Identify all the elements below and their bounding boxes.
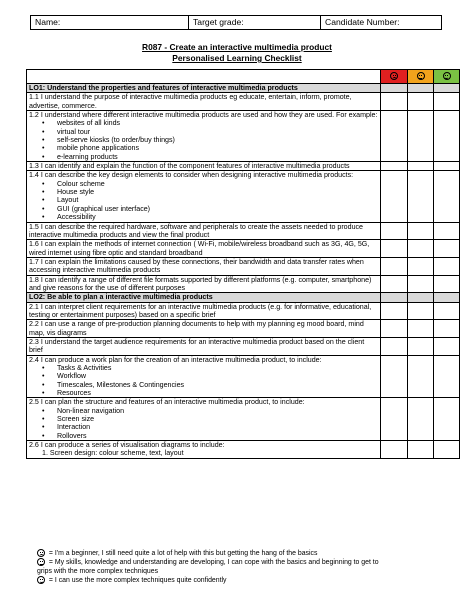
list-item: • virtual tour	[29, 128, 378, 136]
rag-cell-amber[interactable]	[408, 111, 434, 162]
table-row	[27, 162, 460, 171]
rag-cell-green[interactable]	[434, 355, 460, 398]
list-item: • self-serve kiosks (to order/buy things)	[29, 136, 378, 144]
rag-cell-red[interactable]	[381, 240, 408, 258]
list-item: • Workflow	[29, 372, 378, 380]
rag-cell-red[interactable]	[381, 320, 408, 338]
rag-cell-amber[interactable]	[408, 93, 434, 111]
criterion-1-2	[27, 111, 381, 162]
checklist-table	[26, 69, 460, 459]
list-item: • Non-linear navigation	[29, 407, 378, 415]
table-row	[27, 93, 460, 111]
criterion-2-4	[27, 355, 381, 398]
rag-key	[37, 549, 457, 586]
criterion-2-6-text: 2.6 I can produce a series of visualisation diagrams to include:	[29, 441, 225, 450]
criterion-2-1: 2.1 I can interpret client requirements for an interactive multimedia products (e.g. for informative, educational, testing or entertainment purposes) based on a specific brief	[27, 302, 381, 320]
green-column-header	[434, 70, 460, 84]
criterion-2-3: 2.3 I understand the target audience requirements for an interactive multimedia product based on the client brief	[27, 337, 381, 355]
rag-cell-green[interactable]	[434, 441, 460, 459]
student-info-header	[30, 15, 442, 30]
criterion-1-6: 1.6 I can explain the methods of internet connection ( Wi-Fi, mobile/wireless broadband such as 3G, 4G, 5G, wired internet using fibre optic and standard broadband	[27, 240, 381, 258]
list-item: • Screen size	[29, 415, 378, 423]
rag-cell-green[interactable]	[434, 275, 460, 293]
rag-cell-amber[interactable]	[408, 302, 434, 320]
rag-cell-amber[interactable]	[408, 240, 434, 258]
rag-cell-amber[interactable]	[408, 171, 434, 222]
table-row	[27, 111, 460, 162]
rag-cell-red[interactable]	[381, 222, 408, 240]
list-item: • Timescales, Milestones & Contingencies	[29, 381, 378, 389]
criterion-1-2-text: 1.2 I understand where different interactive multimedia products are used and how they are used. For example:	[29, 111, 378, 120]
criterion-2-6-list	[29, 449, 378, 457]
key-amber	[37, 558, 457, 567]
smiling-face-icon	[37, 576, 45, 584]
key-green	[37, 576, 457, 585]
list-item: • Layout	[29, 196, 378, 204]
list-item: • House style	[29, 188, 378, 196]
rag-cell-amber[interactable]	[408, 162, 434, 171]
criterion-1-2-list	[29, 119, 378, 161]
criterion-1-1: 1.1 I understand the purpose of interactive multimedia products eg educate, entertain, inform, promote, advertise, commerce.	[27, 93, 381, 111]
rag-cell-green[interactable]	[434, 111, 460, 162]
criterion-2-4-list	[29, 364, 378, 397]
table-row	[27, 302, 460, 320]
rag-cell-amber[interactable]	[408, 320, 434, 338]
rag-cell-red[interactable]	[381, 275, 408, 293]
rag-cell-amber[interactable]	[408, 355, 434, 398]
rag-header-row	[27, 70, 460, 84]
criterion-1-4	[27, 171, 381, 222]
list-item: • mobile phone applications	[29, 144, 378, 152]
list-item: • Tasks & Activities	[29, 364, 378, 372]
rag-cell-green[interactable]	[434, 222, 460, 240]
target-grade-field[interactable]: Target grade:	[189, 16, 321, 29]
table-row	[27, 240, 460, 258]
table-row	[27, 337, 460, 355]
criterion-1-8: 1.8 I can identify a range of different file formats supported by different platforms (e.g. computer, smartphone) and give reasons for the use of different purposes	[27, 275, 381, 293]
rag-cell-amber[interactable]	[408, 222, 434, 240]
rag-cell-green[interactable]	[434, 320, 460, 338]
key-amber-text: = My skills, knowledge and understanding are developing, I can cope with the basics and beginning to get to	[48, 559, 379, 567]
rag-cell-red[interactable]	[381, 398, 408, 441]
list-item: • Interaction	[29, 423, 378, 431]
rag-cell-red[interactable]	[381, 302, 408, 320]
rag-cell-red[interactable]	[381, 162, 408, 171]
name-field[interactable]: Name:	[31, 16, 189, 29]
list-item: • Rollovers	[29, 432, 378, 440]
lo2-heading-row	[27, 293, 460, 302]
frowning-face-icon	[37, 549, 45, 557]
neutral-face-icon	[417, 72, 425, 80]
key-red-text: = I'm a beginner, I still need quite a lot of help with this but getting the hang of the basics	[48, 549, 318, 557]
criterion-2-4-text: 2.4 I can produce a work plan for the creation of an interactive multimedia product, to include:	[29, 355, 322, 364]
document-subtitle: Personalised Learning Checklist	[172, 53, 302, 63]
criterion-1-5: 1.5 I can describe the required hardware, software and peripherals to create the assets needed to produce interactive multimedia products and view the final product	[27, 222, 381, 240]
frowning-face-icon	[390, 72, 398, 80]
criterion-1-7: 1.7 I can explain the limitations caused by these connections, their bandwidth and data transfer rates when accessing interactive multimedia products	[27, 257, 381, 275]
rag-cell-red[interactable]	[381, 337, 408, 355]
smiling-face-icon	[443, 72, 451, 80]
criterion-1-3: 1.3 I can identify and explain the function of the component features of interactive multimedia products	[27, 162, 381, 171]
rag-cell-red[interactable]	[381, 257, 408, 275]
table-row	[27, 222, 460, 240]
key-amber-continued: grips with the more complex techniques	[37, 567, 159, 575]
table-row	[27, 320, 460, 338]
rag-cell-green[interactable]	[434, 302, 460, 320]
table-row	[27, 257, 460, 275]
rag-cell-red[interactable]	[381, 171, 408, 222]
list-item: • websites of all kinds	[29, 119, 378, 127]
table-row	[27, 171, 460, 222]
table-row	[27, 355, 460, 398]
rag-cell-amber[interactable]	[408, 441, 434, 459]
rag-cell-red[interactable]	[381, 355, 408, 398]
rag-cell-green[interactable]	[434, 337, 460, 355]
lo1-heading: LO1: Understand the properties and features of interactive multimedia products	[27, 84, 381, 93]
red-column-header	[381, 70, 408, 84]
lo1-heading-row	[27, 84, 460, 93]
rag-cell-green[interactable]	[434, 257, 460, 275]
list-item: • Colour scheme	[29, 180, 378, 188]
key-red	[37, 549, 457, 558]
rag-cell-red[interactable]	[381, 93, 408, 111]
key-green-text: = I can use the more complex techniques quite confidently	[48, 577, 227, 585]
rag-cell-green[interactable]	[434, 171, 460, 222]
list-item: • Accessibility	[29, 213, 378, 221]
list-item: • Resources	[29, 389, 378, 397]
criterion-1-4-list	[29, 180, 378, 222]
rag-cell-green[interactable]	[434, 240, 460, 258]
rag-cell-amber[interactable]	[408, 337, 434, 355]
blank-header-cell	[27, 70, 381, 84]
criterion-2-6	[27, 441, 381, 459]
rag-cell-red[interactable]	[381, 111, 408, 162]
rag-cell-green[interactable]	[434, 93, 460, 111]
table-row	[27, 398, 460, 441]
rag-cell-amber[interactable]	[408, 398, 434, 441]
list-item: 1. Screen design: colour scheme, text, layout	[42, 449, 184, 458]
table-row	[27, 441, 460, 459]
amber-column-header	[408, 70, 434, 84]
rag-cell-red[interactable]	[381, 441, 408, 459]
rag-cell-green[interactable]	[434, 162, 460, 171]
neutral-face-icon	[37, 558, 45, 566]
list-item: • GUI (graphical user interface)	[29, 205, 378, 213]
rag-cell-green[interactable]	[434, 398, 460, 441]
criterion-2-5-list	[29, 407, 378, 440]
document-title: R087 - Create an interactive multimedia product	[142, 42, 332, 52]
criterion-2-5	[27, 398, 381, 441]
list-item: • e-learning products	[29, 153, 378, 161]
candidate-number-field[interactable]: Candidate Number:	[325, 17, 400, 27]
lo2-heading: LO2: Be able to plan a interactive multimedia products	[27, 293, 381, 302]
criterion-1-4-text: 1.4 I can describe the key design elements to consider when designing interactive multimedia products:	[29, 171, 354, 180]
criterion-2-2: 2.2 I can use a range of pre-production planning documents to help with my planning eg mood board, mind map, vis diagrams	[27, 320, 381, 338]
rag-cell-amber[interactable]	[408, 257, 434, 275]
criterion-2-5-text: 2.5 I can plan the structure and features of an interactive multimedia product, to include:	[29, 398, 305, 407]
table-row	[27, 275, 460, 293]
rag-cell-amber[interactable]	[408, 275, 434, 293]
